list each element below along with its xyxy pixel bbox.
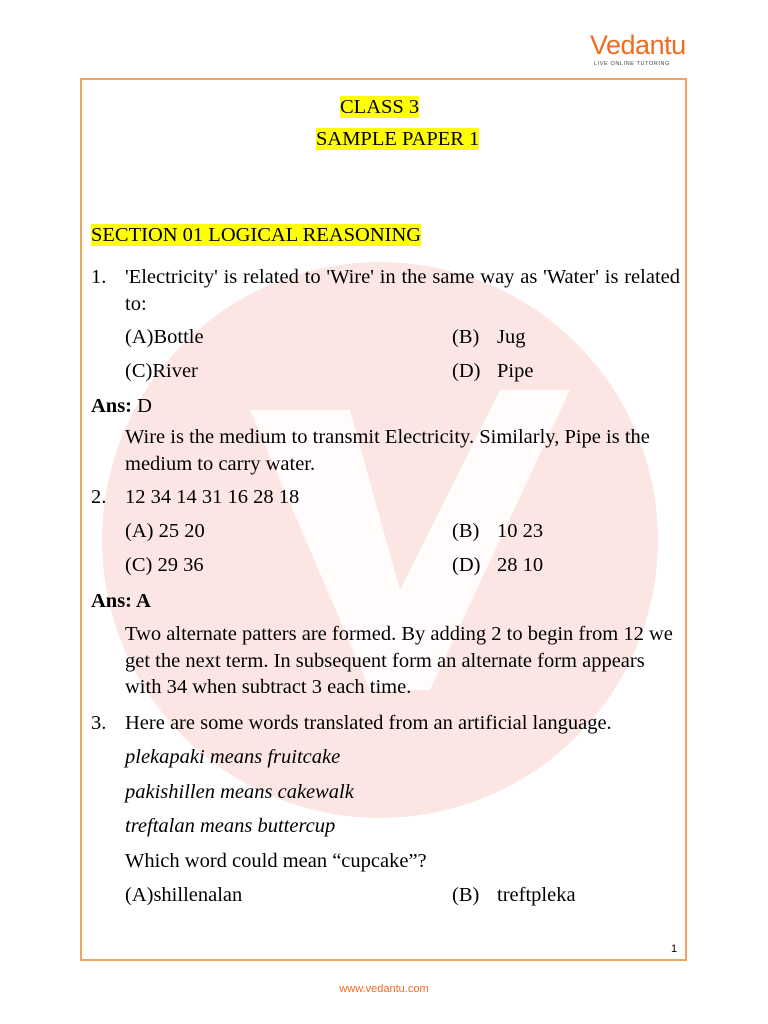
page-number: 1: [671, 943, 678, 955]
option-b-label: (B): [452, 884, 480, 906]
title-sample-paper: SAMPLE PAPER 1: [316, 128, 480, 150]
section-heading: SECTION 01 LOGICAL REASONING: [91, 224, 422, 246]
option-b: Jug: [497, 326, 526, 348]
question-text: 12 34 14 31 16 28 18: [125, 486, 300, 508]
logo-wordmark: Vedantu: [590, 30, 686, 60]
option-b-label: (B): [452, 520, 480, 542]
question-prompt: Which word could mean “cupcake”?: [125, 850, 427, 872]
option-d: Pipe: [497, 360, 534, 382]
option-a: (A)shillenalan: [125, 884, 243, 906]
option-b: treftpleka: [497, 884, 576, 906]
option-b-label: (B): [452, 326, 480, 348]
option-c: (C) 29 36: [125, 554, 204, 576]
example-line: plekapaki means fruitcake: [125, 746, 341, 768]
option-d: 28 10: [497, 554, 544, 576]
question-text: Here are some words translated from an artificial language.: [125, 712, 612, 734]
logo-tagline: LIVE ONLINE TUTORING: [594, 61, 670, 67]
option-d-label: (D): [452, 554, 481, 576]
question-text: 'Electricity' is related to 'Wire' in the same way as 'Water' is related to:: [125, 266, 680, 315]
answer-label: Ans:: [91, 395, 133, 417]
question-number: 2.: [91, 486, 107, 508]
answer-explanation: Two alternate patters are formed. By adding 2 to begin from 12 we get the next term. In subsequent form an alternate form appears with 34 when subtract 3 each time.: [125, 623, 673, 698]
option-a: (A)Bottle: [125, 326, 204, 348]
option-c: (C)River: [125, 360, 198, 382]
question-number: 1.: [91, 266, 107, 288]
question-number: 3.: [91, 712, 107, 734]
answer-label: Ans: A: [91, 590, 151, 612]
option-d-label: (D): [452, 360, 481, 382]
answer-explanation: Wire is the medium to transmit Electricity. Similarly, Pipe is the medium to carry water.: [125, 426, 650, 475]
answer-value: D: [137, 395, 152, 417]
footer-url[interactable]: www.vedantu.com: [339, 983, 429, 995]
option-a: (A) 25 20: [125, 520, 205, 542]
option-b: 10 23: [497, 520, 544, 542]
example-line: pakishillen means cakewalk: [125, 781, 354, 803]
title-class: CLASS 3: [340, 96, 420, 118]
example-line: treftalan means buttercup: [125, 815, 336, 837]
answer-line: [91, 393, 152, 419]
